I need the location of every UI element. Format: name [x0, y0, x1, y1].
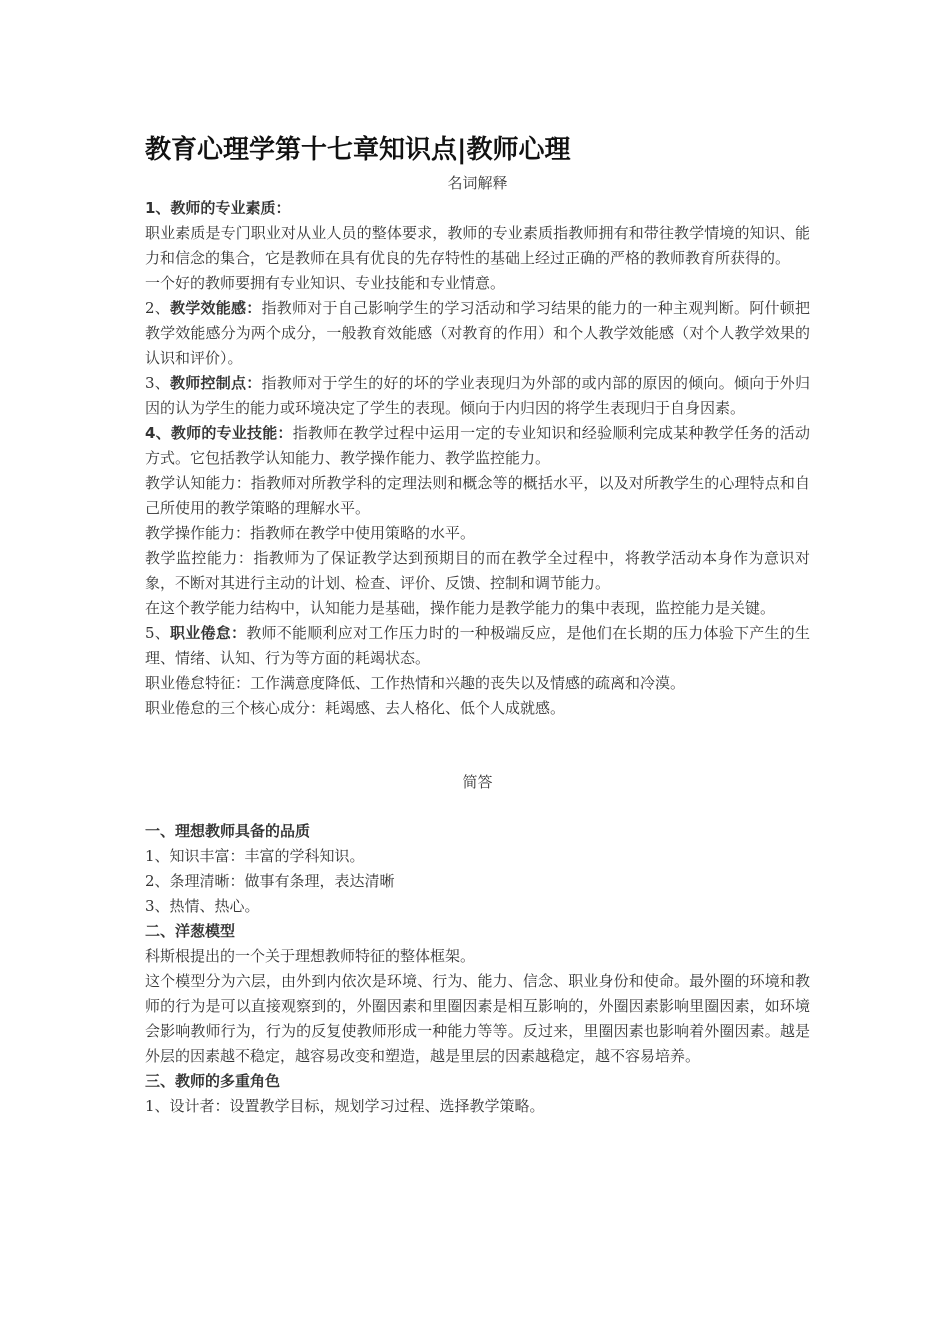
page-title: 教育心理学第十七章知识点|教师心理: [145, 135, 571, 165]
list-item: 2、条理清晰：做事有条理，表达清晰: [145, 872, 395, 890]
paragraph: 科斯根提出的一个关于理想教师特征的整体框架。: [145, 947, 476, 965]
term-label: 教师控制点：: [170, 374, 262, 392]
term-item-2: [145, 296, 810, 371]
list-item: 1、知识丰富：丰富的学科知识。: [145, 847, 365, 865]
term-definition: 教师不能顺利应对工作压力时的一种极端反应，是他们在长期的压力体验下产生的生理、情绪、认知、行为等方面的耗竭状态。: [145, 624, 810, 667]
question-heading-2: 二、洋葱模型: [145, 922, 236, 940]
term-definition: 指教师在教学过程中运用一定的专业知识和经验顺利完成某种教学任务的活动方式。它包括教学认知能力、教学操作能力、教学监控能力。: [145, 424, 810, 467]
term-item-4: [145, 421, 810, 471]
paragraph: 这个模型分为六层，由外到内依次是环境、行为、能力、信念、职业身份和使命。最外圈的环境和教师的行为是可以直接观察到的，外圈因素和里圈因素是相互影响的，外圈因素影响里圈因素，如环境会影响教师行为，行为的反复使教师形成一种能力等等。反过来，里圈因素也影响着外圈因素。越是外层的因素越不稳定，越容易改变和塑造，越是里层的因素越稳定，越不容易培养。: [145, 972, 810, 1065]
item-number: 2、: [145, 299, 171, 317]
term-label: 职业倦怠：: [170, 624, 247, 642]
paragraph: 在这个教学能力结构中，认知能力是基础，操作能力是教学能力的集中表现，监控能力是关键。: [145, 599, 776, 617]
term-definition: 指教师对于自己影响学生的学习活动和学习结果的能力的一种主观判断。阿什顿把教学效能感分为两个成分，一般教育效能感（对教育的作用）和个人教学效能感（对个人教学效果的认识和评价）。: [145, 299, 810, 367]
paragraph: 教学认知能力：指教师对所教学科的定理法则和概念等的概括水平，以及对所教学生的心理特点和自己所使用的教学策略的理解水平。: [145, 474, 810, 517]
term-label: 4、教师的专业技能：: [145, 424, 293, 442]
term-item-3: [145, 371, 810, 421]
question-heading-3: 三、教师的多重角色: [145, 1072, 281, 1090]
list-item: 3、热情、热心。: [145, 897, 260, 915]
paragraph: 教学操作能力：指教师在教学中使用策略的水平。: [145, 524, 476, 542]
paragraph: 一个好的教师要拥有专业知识、专业技能和专业情意。: [145, 274, 506, 292]
list-item: 1、设计者：设置教学目标，规划学习过程、选择教学策略。: [145, 1097, 545, 1115]
item-number: 5、: [145, 624, 171, 642]
paragraph: 教学监控能力：指教师为了保证教学达到预期目的而在教学全过程中，将教学活动本身作为意识对象，不断对其进行主动的计划、检查、评价、反馈、控制和调节能力。: [145, 549, 810, 592]
paragraph: 职业倦怠的三个核心成分：耗竭感、去人格化、低个人成就感。: [145, 699, 566, 717]
item-number: 3、: [145, 374, 171, 392]
question-heading-1: 一、理想教师具备的品质: [145, 822, 311, 840]
term-definition: 指教师对于学生的好的坏的学业表现归为外部的或内部的原因的倾向。倾向于外归因的认为学生的能力或环境决定了学生的表现。倾向于内归因的将学生表现归于自身因素。: [145, 374, 810, 417]
term-label: 教学效能感：: [170, 299, 262, 317]
term-item-5: [145, 621, 810, 671]
paragraph: 职业倦怠特征：工作满意度降低、工作热情和兴趣的丧失以及情感的疏离和冷漠。: [145, 674, 686, 692]
section-heading-terms: 名词解释: [447, 174, 508, 192]
term-heading-1: 1、教师的专业素质：: [145, 199, 291, 217]
paragraph: 职业素质是专门职业对从业人员的整体要求，教师的专业素质指教师拥有和带往教学情境的知识、能力和信念的集合，它是教师在具有优良的先存特性的基础上经过正确的严格的教师教育所获得的。: [145, 224, 810, 267]
section-heading-short-answer: 简答: [462, 773, 493, 791]
document-page: [145, 130, 810, 1119]
